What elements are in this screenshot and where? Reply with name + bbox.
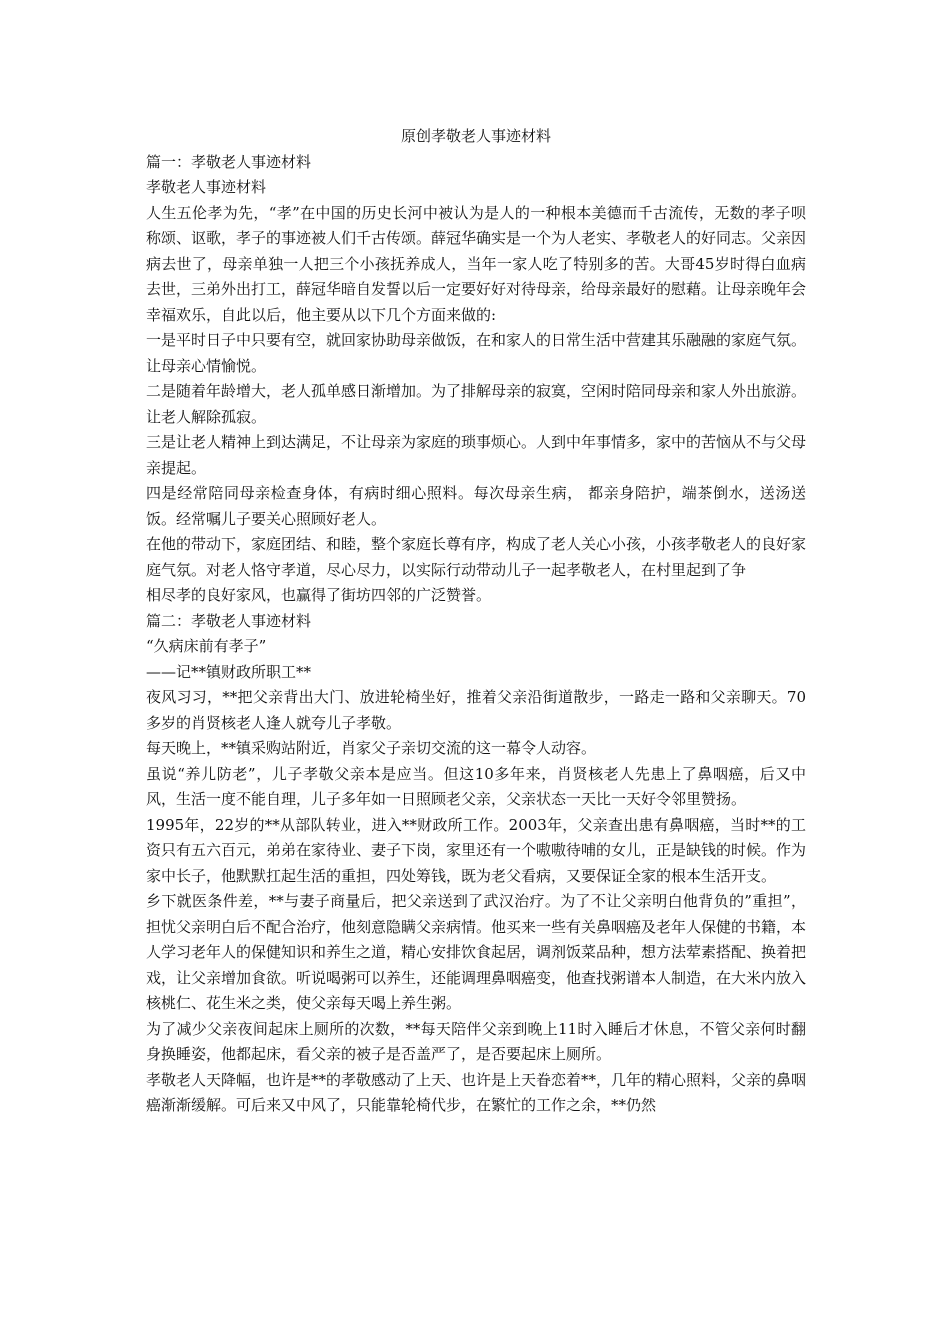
paragraph-byline: ——记**镇财政所职工**	[146, 662, 312, 681]
paragraph-summary: 在他的带动下，家庭团结、和睦，整个家庭长尊有序，构成了老人关心小孩，小孩孝敬老人的良好家庭气氛。对老人恪守孝道，尽心尽力，以实际行动带动儿子一起孝敬老人，在村里起到了争	[146, 535, 807, 579]
paragraph-evening-walk: 夜风习习，**把父亲背出大门、放进轮椅坐好，推着父亲沿街道散步，一路走一路和父亲聊天。70多岁的肖贤核老人逢人就夸儿子孝敬。	[146, 688, 806, 732]
paragraph-every-night: 每天晚上，**镇采购站附近，肖家父子亲切交流的这一幕令人动容。	[146, 739, 597, 757]
paragraph-night-care: 为了减少父亲夜间起床上厕所的次数，**每天陪伴父亲到晚上11时入睡后才休息，不管父亲何时翻身换睡姿，他都起床，看父亲的被子是否盖严了，是否要起床上厕所。	[146, 1019, 806, 1063]
paragraph-section-one-heading: 篇一：孝敬老人事迹材料	[146, 152, 312, 171]
paragraph-subtitle: 孝敬老人事迹材料	[146, 178, 267, 196]
paragraph-point-three: 三是让老人精神上到达满足，不让母亲为家庭的琐事烦心。人到中年事情多，家中的苦恼从不与父母亲提起。	[146, 433, 807, 477]
paragraph-point-one: 一是平时日子中只要有空，就回家协助母亲做饭，在和家人的日常生活中营建其乐融融的家庭气氛。让母亲心情愉悦。	[146, 331, 807, 375]
paragraph-section-two-heading: 篇二：孝敬老人事迹材料	[146, 611, 312, 630]
paragraph-treatment: 乡下就医条件差，**与妻子商量后，把父亲送到了武汉治疗。为了不让父亲明白他背负的”重担”，担忧父亲明白后不配合治疗，他刻意隐瞒父亲病情。他买来一些有关鼻咽癌及老年人保健的书籍，本人学习老年人的保健知识和养生之道，精心安排饮食起居，调剂饭菜品种，想方法荤素搭配、换着把戏，让父亲增加食欲。听说喝粥可以养生，还能调理鼻咽癌变，他查找粥谱本人制造，在大米内放入核桃仁、花生米之类，使父亲每天喝上养生粥。	[146, 892, 807, 1012]
paragraph-ten-years: 虽说“养儿防老”，儿子孝敬父亲本是应当。但这10多年来，肖贤核老人先患上了鼻咽癌，后又中风，生活一度不能自理，儿子多年如一日照顾老父亲，父亲状态一天比一天好令邻里赞扬。	[146, 764, 806, 808]
paragraph-recovery: 孝敬老人天降幅，也许是**的孝敬感动了上天、也许是上天眷恋着**，几年的精心照料，父亲的鼻咽癌渐渐缓解。可后来又中风了，只能靠轮椅代步，在繁忙的工作之余，**仍然	[146, 1070, 807, 1114]
document-page	[146, 124, 806, 1119]
paragraph-point-two: 二是随着年龄增大，老人孤单感日渐增加。为了排解母亲的寂寞，空闲时陪同母亲和家人外出旅游。让老人解除孤寂。	[146, 382, 807, 426]
paragraph-summary-continued: 相尽孝的良好家风，也赢得了街坊四邻的广泛赞誉。	[146, 586, 492, 604]
paragraph-point-four: 四是经常陪同母亲检查身体，有病时细心照料。每次母亲生病， 都亲身陪护，端茶倒水，送汤送饭。经常嘱儿子要关心照顾好老人。	[146, 484, 806, 528]
paragraph-intro: 人生五伦孝为先，“孝”在中国的历史长河中被认为是人的一种根本美德而千古流传，无数的孝子呗称颂、讴歌，孝子的事迹被人们千古传颂。薛冠华确实是一个为人老实、孝敬老人的好同志。父亲因病去世了，母亲单独一人把三个小孩抚养成人，当年一家人吃了特别多的苦。大哥45岁时得白血病去世，三弟外出打工，薛冠华暗自发誓以后一定要好好对待母亲，给母亲最好的慰藉。让母亲晚年会幸福欢乐，自此以后，他主要从以下几个方面来做的:	[146, 203, 807, 324]
document-title: 原创孝敬老人事迹材料	[400, 127, 551, 145]
paragraph-quote-title: “久病床前有孝子”	[146, 637, 267, 655]
paragraph-1995: 1995年，22岁的**从部队转业，进入**财政所工作。2003年，父亲查出患有鼻咽癌，当时**的工资只有五六百元，弟弟在家待业、妻子下岗，家里还有一个嗷嗷待哺的女儿，正是缺钱的时候。作为家中长子，他默默扛起生活的重担，四处筹钱，既为老父看病，又要保证全家的根本生活开支。	[146, 815, 807, 885]
